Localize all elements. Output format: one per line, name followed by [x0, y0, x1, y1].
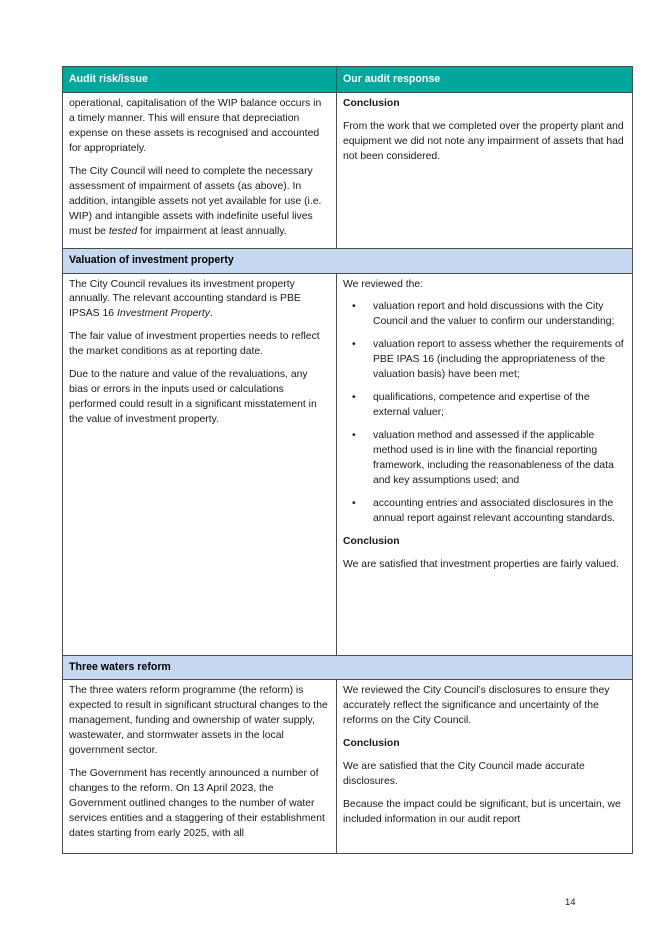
audit-risk-table: [62, 66, 633, 854]
paragraph: [69, 165, 328, 240]
bullet-text: valuation report to assess whether the requirements of PBE IPAS 16 (including the appropriateness of the valuation basis) have been met;: [373, 339, 624, 381]
conclusion-label: Conclusion: [343, 536, 400, 548]
paragraph: Because the impact could be significant, but is uncertain, we included information in our audit report: [343, 798, 621, 825]
response-cell-valuation: [337, 273, 633, 655]
header-audit-risk-issue: Audit risk/issue: [63, 67, 337, 93]
table-header-row: [63, 67, 633, 93]
paragraph: From the work that we completed over the property plant and equipment we did not note any impairment of assets that had not been considered.: [343, 121, 624, 163]
conclusion-label: Conclusion: [343, 98, 400, 110]
italic-text: Investment Property: [116, 308, 210, 320]
paragraph: The three waters reform programme (the reform) is expected to result in significant structural changes to the management, funding and ownership of water supply, wastewater, and stormwater assets in the local government sector.: [69, 684, 328, 756]
paragraph: [69, 97, 328, 157]
bullet-marker: •: [352, 301, 356, 313]
bullet-item: [343, 300, 624, 330]
paragraph-text: The City Council will need to complete the necessary assessment of impairment of assets (as above). In addition, intangible assets not yet available for use (i.e. WIP) and intangible assets with indefinite useful lives must be: [69, 166, 322, 238]
risk-cell-impairment: [63, 93, 337, 249]
paragraph: We reviewed the:: [343, 278, 424, 290]
section-header-row: [63, 249, 633, 273]
section-header-row: [63, 655, 633, 679]
page-number: 14: [565, 897, 576, 908]
section-header-valuation: Valuation of investment property: [63, 249, 633, 273]
paragraph: The fair value of investment properties needs to reflect the market conditions as at reporting date.: [69, 331, 320, 358]
bullet-marker: •: [352, 498, 356, 510]
response-cell-three-waters: [337, 679, 633, 853]
bullet-marker: •: [352, 339, 356, 351]
bullet-item: [343, 497, 624, 527]
paragraph-text: The City Council revalues its investment property annually. The relevant accounting standard is PBE IPSAS 16: [69, 278, 301, 320]
table-row: [63, 679, 633, 853]
table-row: [63, 273, 633, 655]
bullet-marker: •: [352, 430, 356, 442]
bullet-marker: •: [352, 392, 356, 404]
bullet-text: accounting entries and associated disclosures in the annual report against relevant accounting standards.: [373, 498, 616, 525]
table-row: [63, 93, 633, 249]
paragraph-text: for impairment at least annually.: [137, 226, 287, 238]
bullet-item: [343, 391, 624, 421]
paragraph: We reviewed the City Council’s disclosures to ensure they accurately reflect the significance and uncertainty of the reforms on the City Council.: [343, 684, 610, 726]
section-header-three-waters: Three waters reform: [63, 655, 633, 679]
bullet-item: [343, 338, 624, 383]
paragraph: [69, 278, 328, 323]
risk-cell-three-waters: [63, 679, 337, 853]
conclusion-label: Conclusion: [343, 737, 400, 749]
paragraph: The Government has recently announced a number of changes to the reform. On 13 April 2023, the Government outlined changes to the number of water services entities and a staggering of their establishment dates starting from early 2025, with all: [69, 767, 325, 839]
paragraph-text: .: [209, 308, 213, 320]
paragraph: We are satisfied that the City Council made accurate disclosures.: [343, 760, 585, 787]
bullet-item: [343, 429, 624, 489]
bullet-text: qualifications, competence and expertise of the external valuer;: [373, 392, 590, 419]
paragraph: Due to the nature and value of the revaluations, any bias or errors in the inputs used or calculations performed could result in a significant misstatement in the value of investment property.: [69, 369, 317, 426]
response-cell-impairment: [337, 93, 633, 249]
risk-cell-valuation: [63, 273, 337, 655]
italic-text: tested: [108, 226, 138, 238]
paragraph: We are satisfied that investment properties are fairly valued.: [343, 559, 619, 571]
bullet-text: valuation method and assessed if the applicable method used is in line with the financial reporting framework, including the reasonableness of the data and key assumptions used; and: [373, 430, 614, 487]
bullet-text: valuation report and hold discussions with the City Council and the valuer to confirm our understanding;: [373, 301, 615, 328]
header-our-audit-response: Our audit response: [337, 67, 633, 93]
paragraph-text: operational, capitalisation of the WIP balance occurs in a timely manner. This will ensure that depreciation expense on these assets is recognised and accounted for appropriately.: [69, 98, 322, 155]
